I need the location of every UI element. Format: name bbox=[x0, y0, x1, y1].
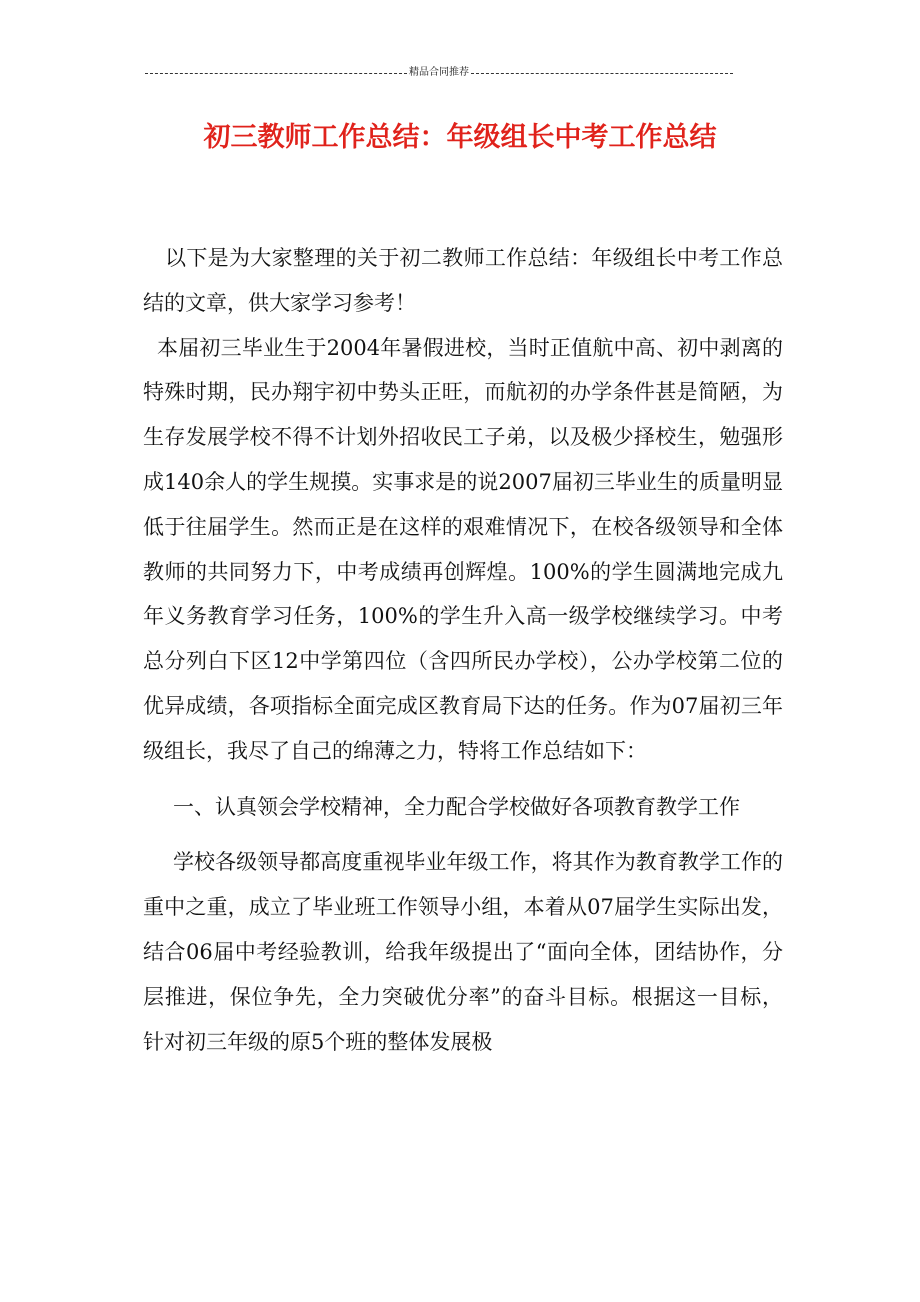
header-label: 精品合同推荐 bbox=[409, 67, 469, 78]
header-dash-left bbox=[145, 73, 407, 74]
header-banner bbox=[140, 66, 738, 81]
document-title: 初三教师工作总结：年级组长中考工作总结 bbox=[203, 122, 717, 153]
paragraph-background: 本届初三毕业生于2004年暑假进校，当时正值航中高、初中剥离的特殊时期，民办翔宇初中势头正旺，而航初的办学条件甚是简陋，为生存发展学校不得不计划外招收民工子弟，以及极少择校生，勉强形成140余人的学生规摸。实事求是的说2007届初三毕业生的质量明显低于往届学生。然而正是在这样的艰难情况下，在校各级领导和全体教师的共同努力下，中考成绩再创辉煌。100%的学生圆满地完成九年义务教育学习任务，100%的学生升入高一级学校继续学习。中考总分列白下区12中学第四位（含四所民办学校），公办学校第二位的优异成绩，各项指标全面完成区教育局下达的任务。作为07届初三年级组长，我尽了自己的绵薄之力，特将工作总结如下： bbox=[143, 335, 783, 763]
section-heading-1: 一、认真领会学校精神，全力配合学校做好各项教育教学工作 bbox=[173, 794, 740, 819]
paragraph-intro: 以下是为大家整理的关于初二教师工作总结：年级组长中考工作总结的文章，供大家学习参考！ bbox=[143, 246, 783, 315]
document-body bbox=[143, 236, 783, 1064]
header-dash-right bbox=[471, 73, 733, 74]
paragraph-section-1: 学校各级领导都高度重视毕业年级工作，将其作为教育教学工作的重中之重，成立了毕业班工作领导小组，本着从07届学生实际出发，结合06届中考经验教训，给我年级提出了“面向全体，团结协作，分层推进，保位争先，全力突破优分率”的奋斗目标。根据这一目标，针对初三年级的原5个班的整体发展极 bbox=[143, 850, 783, 1054]
